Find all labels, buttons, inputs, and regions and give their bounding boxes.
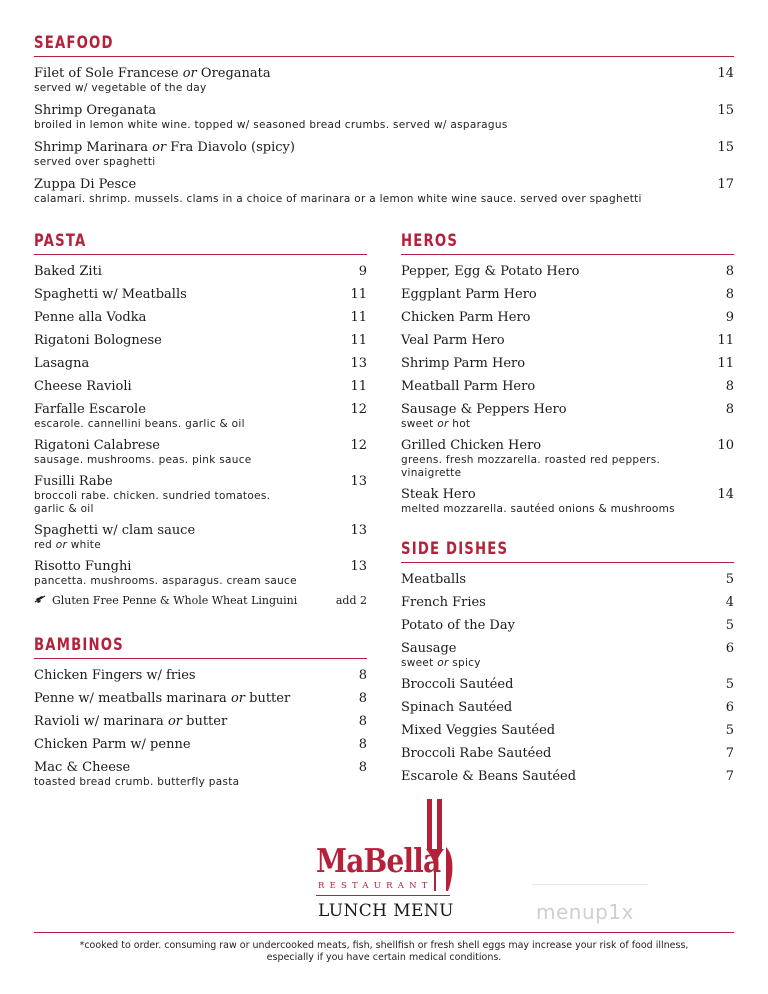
- menu-item: [34, 286, 367, 303]
- item-price: 17: [717, 177, 734, 192]
- item-price: 11: [350, 287, 367, 302]
- menu-item: [34, 401, 367, 431]
- menu-item: [34, 437, 367, 467]
- item-name: Filet of Sole Francese or Oreganata: [34, 66, 271, 81]
- item-price: 13: [350, 356, 367, 371]
- item-name: Spaghetti w/ clam sauce: [34, 523, 196, 538]
- item-name: Eggplant Parm Hero: [401, 287, 537, 302]
- item-name: Sausage: [401, 641, 457, 656]
- item-description: melted mozzarella. sautéed onions & mushrooms: [401, 503, 675, 515]
- item-name: Chicken Parm w/ penne: [34, 737, 191, 752]
- side-dishes-section: [401, 538, 734, 791]
- gluten-free-label: Gluten Free Penne & Whole Wheat Linguini: [52, 594, 298, 607]
- item-price: 7: [725, 769, 734, 784]
- menu-item: [34, 139, 734, 169]
- item-name: Meatball Parm Hero: [401, 379, 536, 394]
- menu-item: [34, 355, 367, 372]
- menu-item: [401, 263, 734, 280]
- menu-item: [401, 309, 734, 326]
- item-price: 4: [725, 595, 734, 610]
- item-name: Baked Ziti: [34, 264, 102, 279]
- item-price: 9: [725, 310, 734, 325]
- item-price: 8: [358, 737, 367, 752]
- menu-item: [34, 522, 367, 552]
- item-name: Potato of the Day: [401, 618, 515, 633]
- wheat-icon: [34, 594, 46, 607]
- seafood-divider: [34, 56, 734, 57]
- item-description: sweet or spicy: [401, 657, 481, 669]
- item-price: 15: [717, 103, 734, 118]
- menu-item: [401, 401, 734, 431]
- item-price: 5: [725, 677, 734, 692]
- footer-disclaimer: [34, 940, 734, 964]
- item-price: 14: [717, 66, 734, 81]
- item-price: 5: [725, 723, 734, 738]
- item-price: 15: [717, 140, 734, 155]
- brand-subtitle: RESTAURANT: [318, 881, 433, 891]
- menu-item: [401, 676, 734, 693]
- menu-item: [401, 768, 734, 785]
- gluten-free-note: [34, 594, 367, 607]
- item-price: 13: [350, 523, 367, 538]
- item-description: sweet or hot: [401, 418, 471, 430]
- item-price: 8: [725, 264, 734, 279]
- item-price: 8: [725, 402, 734, 417]
- menu-item: [401, 286, 734, 303]
- gluten-free-price: add 2: [335, 594, 367, 607]
- item-name: French Fries: [401, 595, 486, 610]
- menu-item: [34, 759, 367, 789]
- menu-item: [34, 713, 367, 730]
- menu-item: [34, 736, 367, 753]
- menu-item: [401, 437, 734, 480]
- item-price: 11: [350, 310, 367, 325]
- item-name: Broccoli Rabe Sautéed: [401, 746, 552, 761]
- menu-label: LUNCH MENU: [318, 901, 454, 921]
- menu-item: [401, 486, 734, 516]
- heros-title: HEROS: [401, 231, 459, 251]
- item-name: Spinach Sautéed: [401, 700, 513, 715]
- item-price: 11: [350, 333, 367, 348]
- footer-line-1: *cooked to order. consuming raw or undercooked meats, fish, shellfish or fresh shell eggs may increase your risk of food illness,: [79, 940, 689, 951]
- item-price: 12: [350, 402, 367, 417]
- item-description: red or white: [34, 539, 101, 551]
- heros-divider: [401, 254, 734, 255]
- menu-item: [401, 640, 734, 670]
- item-price: 8: [358, 691, 367, 706]
- bambinos-section: [34, 634, 367, 795]
- item-description: calamari. shrimp. mussels. clams in a choice of marinara or a lemon white wine sauce. served over spaghetti: [34, 193, 642, 205]
- item-name: Broccoli Sautéed: [401, 677, 514, 692]
- item-name: Rigatoni Calabrese: [34, 438, 160, 453]
- item-price: 8: [358, 714, 367, 729]
- menu-item: [34, 667, 367, 684]
- menu-item: [34, 332, 367, 349]
- pasta-title: PASTA: [34, 231, 87, 251]
- item-price: 7: [725, 746, 734, 761]
- menu-item: [34, 176, 734, 206]
- item-name: Sausage & Peppers Hero: [401, 402, 567, 417]
- item-name: Penne alla Vodka: [34, 310, 147, 325]
- menu-item: [401, 617, 734, 634]
- logo-divider: [316, 895, 450, 896]
- item-price: 8: [358, 668, 367, 683]
- watermark: menup1x: [536, 900, 634, 924]
- menu-item: [401, 332, 734, 349]
- pasta-section: [34, 230, 367, 607]
- menu-item: [34, 690, 367, 707]
- item-name: Ravioli w/ marinara or butter: [34, 714, 228, 729]
- menu-item: [34, 65, 734, 95]
- bambinos-divider: [34, 658, 367, 659]
- item-price: 11: [717, 356, 734, 371]
- pasta-divider: [34, 254, 367, 255]
- item-price: 11: [350, 379, 367, 394]
- item-name: Chicken Fingers w/ fries: [34, 668, 196, 683]
- item-price: 9: [358, 264, 367, 279]
- item-name: Risotto Funghi: [34, 559, 132, 574]
- item-description: toasted bread crumb. butterfly pasta: [34, 776, 240, 788]
- item-name: Lasagna: [34, 356, 90, 371]
- item-name: Veal Parm Hero: [401, 333, 505, 348]
- item-name: Escarole & Beans Sautéed: [401, 769, 577, 784]
- item-price: 11: [717, 333, 734, 348]
- item-description: served w/ vegetable of the day: [34, 82, 207, 94]
- side-dishes-title: SIDE DISHES: [401, 539, 509, 559]
- heros-section: [401, 230, 734, 522]
- menu-item: [401, 722, 734, 739]
- seafood-title: SEAFOOD: [34, 33, 114, 53]
- item-name: Fusilli Rabe: [34, 474, 113, 489]
- menu-item: [401, 699, 734, 716]
- menu-item: [34, 102, 734, 132]
- item-description: broccoli rabe. chicken. sundried tomatoes. garlic & oil: [34, 490, 271, 515]
- footer-divider: [34, 932, 734, 933]
- item-name: Grilled Chicken Hero: [401, 438, 542, 453]
- item-description: greens. fresh mozzarella. roasted red peppers. vinaigrette: [401, 454, 661, 479]
- item-price: 10: [717, 438, 734, 453]
- item-price: 5: [725, 618, 734, 633]
- item-name: Chicken Parm Hero: [401, 310, 531, 325]
- brand-name: MaBella: [316, 841, 441, 880]
- item-description: escarole. cannellini beans. garlic & oil: [34, 418, 245, 430]
- item-name: Shrimp Oreganata: [34, 103, 157, 118]
- seafood-section: [34, 32, 734, 213]
- menu-item: [34, 263, 367, 280]
- item-name: Steak Hero: [401, 487, 476, 502]
- item-price: 8: [725, 287, 734, 302]
- menu-item: [34, 378, 367, 395]
- item-price: 6: [725, 641, 734, 656]
- item-price: 8: [725, 379, 734, 394]
- item-name: Zuppa Di Pesce: [34, 177, 137, 192]
- item-name: Mac & Cheese: [34, 760, 131, 775]
- item-price: 13: [350, 559, 367, 574]
- menu-item: [34, 473, 367, 516]
- footer-line-2: especially if you have certain medical conditions.: [266, 952, 502, 963]
- item-name: Mixed Veggies Sautéed: [401, 723, 556, 738]
- item-price: 13: [350, 474, 367, 489]
- item-price: 14: [717, 487, 734, 502]
- item-price: 5: [725, 572, 734, 587]
- item-name: Pepper, Egg & Potato Hero: [401, 264, 580, 279]
- item-price: 12: [350, 438, 367, 453]
- item-name: Shrimp Parm Hero: [401, 356, 526, 371]
- menu-item: [34, 558, 367, 588]
- menu-item: [401, 594, 734, 611]
- menu-item: [401, 745, 734, 762]
- item-name: Meatballs: [401, 572, 467, 587]
- menu-item: [401, 571, 734, 588]
- menu-item: [34, 309, 367, 326]
- bambinos-title: BAMBINOS: [34, 635, 124, 655]
- side-dishes-divider: [401, 562, 734, 563]
- menu-item: [401, 355, 734, 372]
- item-description: served over spaghetti: [34, 156, 156, 168]
- item-description: sausage. mushrooms. peas. pink sauce: [34, 454, 252, 466]
- item-name: Penne w/ meatballs marinara or butter: [34, 691, 291, 706]
- item-name: Cheese Ravioli: [34, 379, 132, 394]
- menu-item: [401, 378, 734, 395]
- item-price: 8: [358, 760, 367, 775]
- item-description: pancetta. mushrooms. asparagus. cream sauce: [34, 575, 297, 587]
- item-name: Farfalle Escarole: [34, 402, 146, 417]
- item-description: broiled in lemon white wine. topped w/ seasoned bread crumbs. served w/ asparagus: [34, 119, 508, 131]
- item-name: Rigatoni Bolognese: [34, 333, 162, 348]
- item-price: 6: [725, 700, 734, 715]
- item-name: Spaghetti w/ Meatballs: [34, 287, 187, 302]
- watermark-line: [532, 884, 648, 885]
- item-name: Shrimp Marinara or Fra Diavolo (spicy): [34, 140, 295, 155]
- restaurant-logo: [316, 797, 456, 927]
